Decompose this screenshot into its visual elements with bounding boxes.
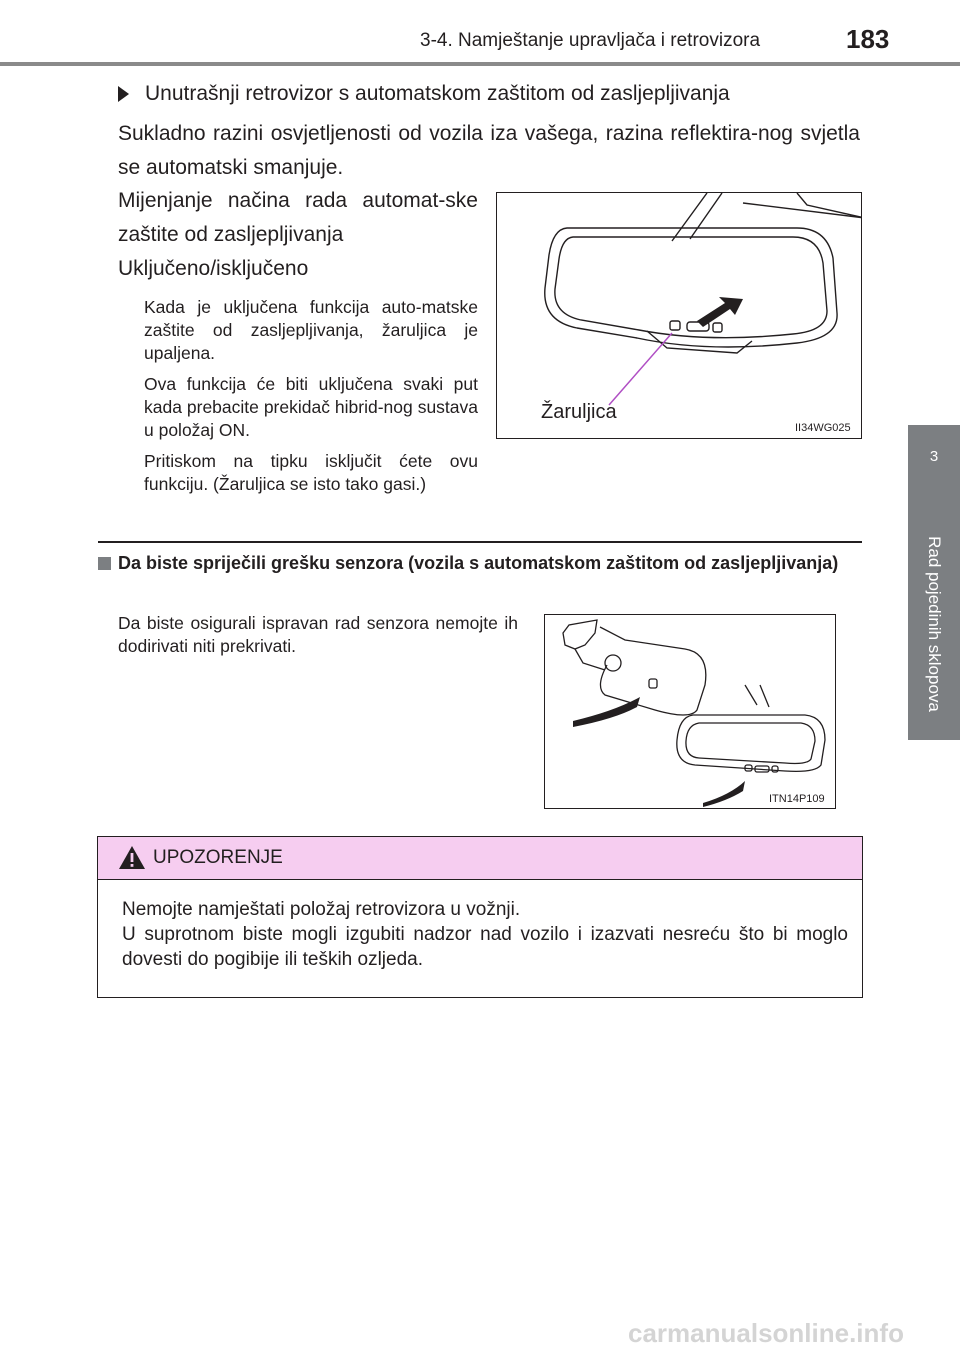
callout-label: Žaruljica	[541, 401, 617, 423]
on-off-label: Uključeno/isključeno	[118, 257, 309, 280]
triangle-bullet-icon	[118, 86, 129, 102]
sensor-illustration	[544, 614, 836, 809]
chapter-tab-label: Rad pojedinih sklopova	[925, 536, 944, 712]
warning-header	[98, 837, 862, 880]
detail-text-1: Kada je uključena funkcija auto-matske zaštite od zasljepljivanja, žaruljica je upaljena.	[144, 297, 478, 363]
sub-heading: Mijenjanje načina rada automat-ske zaštite od zasljepljivanja	[118, 189, 478, 246]
warning-title: UPOZORENJE	[153, 847, 283, 868]
chapter-tab	[908, 425, 960, 507]
warning-line-1: Nemojte namještati položaj retrovizora u vožnji.	[122, 899, 521, 920]
header-rule	[0, 62, 960, 66]
detail-text-2: Ova funkcija će biti uključena svaki put kada prebacite prekidač hibrid-nog sustava u položaj ON.	[144, 374, 478, 440]
mirror-illustration	[496, 192, 862, 439]
chapter-title: 3-4. Namještanje upravljača i retrovizora	[420, 30, 761, 51]
warning-body	[122, 897, 848, 972]
subsection-heading: Da biste spriječili grešku senzora (vozila s automatskom zaštitom od zasljepljivanja)	[118, 553, 839, 573]
detail-text-3: Pritiskom na tipku isključit ćete ovu funkciju. (Žaruljica se isto tako gasi.)	[144, 451, 478, 494]
watermark: carmanualsonline.info	[628, 1318, 904, 1348]
section-divider	[98, 541, 862, 543]
chapter-tab-number: 3	[929, 448, 939, 465]
warning-line-2: U suprotnom biste mogli izgubiti nadzor nad vozilo i izazvati nesreću što bi moglo dovesti do pogibije ili teških ozljeda.	[122, 924, 848, 970]
intro-paragraph: Sukladno razini osvjetljenosti od vozila iza vašega, razina reflektira-nog svjetla se automatski smanjuje.	[118, 122, 860, 179]
figure-code: II34WG025	[795, 422, 851, 434]
sensor-drawing	[545, 615, 835, 808]
warning-icon	[118, 845, 146, 870]
figure-code: ITN14P109	[769, 793, 825, 805]
warning-box	[97, 836, 863, 998]
page-number: 183	[846, 24, 890, 54]
sensor-paragraph: Da biste osigurali ispravan rad senzora nemojte ih dodirivati niti prekrivati.	[118, 613, 518, 656]
section-heading: Unutrašnji retrovizor s automatskom zaštitom od zasljepljivanja	[145, 82, 730, 105]
square-bullet-icon	[98, 557, 111, 570]
